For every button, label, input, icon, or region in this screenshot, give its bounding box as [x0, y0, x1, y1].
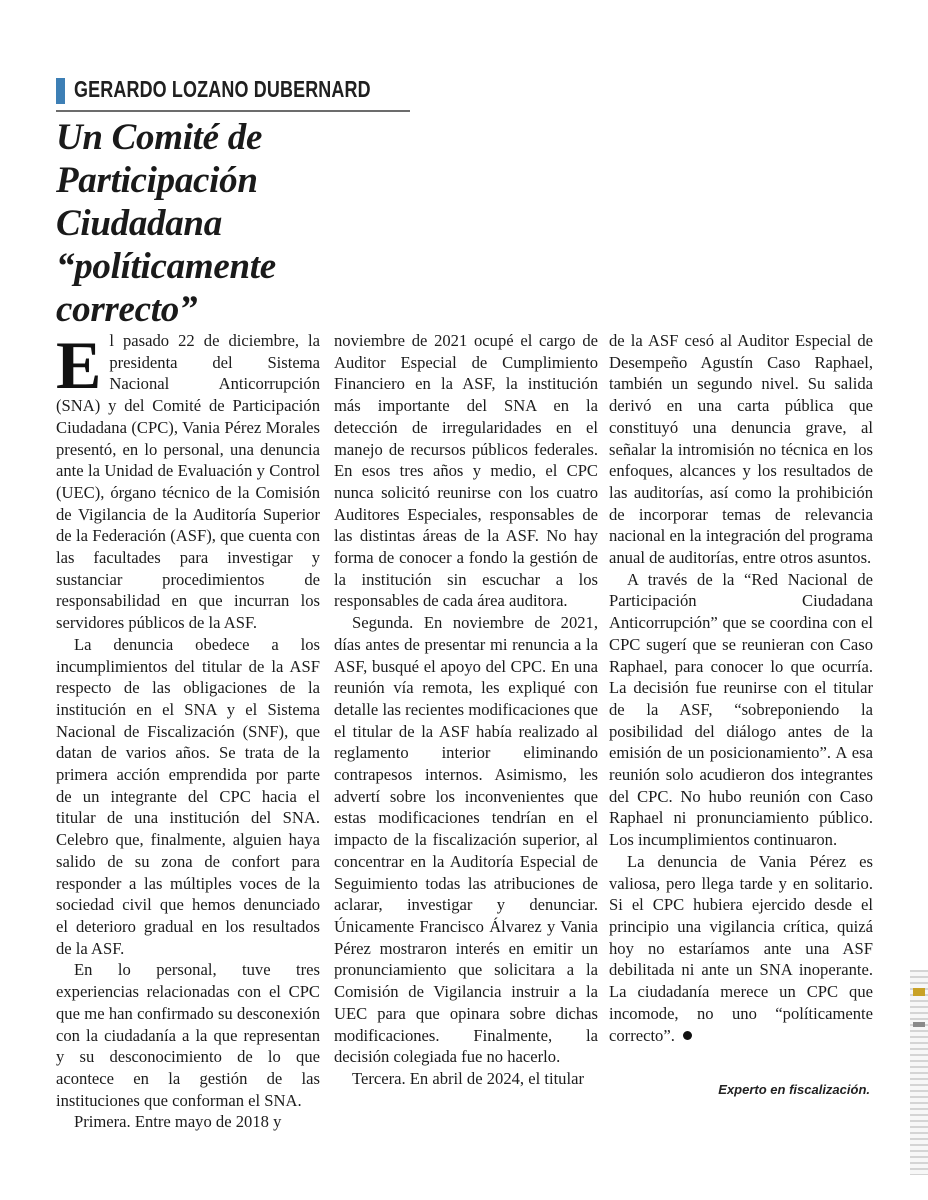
article-paragraph: Primera. Entre mayo de 2018 y [74, 1112, 282, 1132]
article-column-1 [56, 327, 320, 1133]
article-paragraph [609, 851, 873, 1046]
article-paragraph: A través de la “Red Nacional de Participación Ciudadana Anticorrupción” que se coordina con el CPC sugerí que se reunieran con Caso Raphael, para conocer lo que ocurría. La decisión fue reunirse con el titular de la ASF, “sobreponiendo la posibilidad del diálogo antes de la emisión de un posicionamiento”. A esa reunión solo acudieron dos integrantes del CPC. No hubo reunión con Caso Raphael ni pronunciamiento público. Los incumplimientos continuaron. [609, 569, 873, 850]
article-paragraph-continued: noviembre de 2021 ocupé el cargo de Auditor Especial de Cumplimiento Financiero en la ASF, la institución más importante del SNA en la detección de irregularidades en el manejo de recursos públicos federales. En esos tres años y medio, el CPC nunca solicitó reunirse con los cuatro Auditores Especiales, responsables de las distintas áreas de la ASF. No hay forma de conocer a fondo la gestión de la institución sin escuchar a los responsables de cada área auditora. [334, 331, 598, 611]
article-paragraph: En lo personal, tuve tres experiencias relacionadas con el CPC que me han confirmado su desconexión con la ciudadanía a la que representan y su desconocimiento de lo que acontece en la gestión de las instituciones que conforman el SNA. [56, 960, 320, 1110]
drop-cap: E [56, 327, 102, 403]
page-edge-tab [913, 988, 925, 996]
article-paragraph-continued: de la ASF cesó al Auditor Especial de Desempeño Agustín Caso Raphael, también un segundo nivel. Su salida derivó en una carta pública que constituyó una denuncia grave, al señalar la intromisión no técnica en los enfoques, alcances y los resultados de las auditorías, así como la prohibición de incorporar temas de relevancia nacional en la integración del programa anual de auditorías, entre otros asuntos. [609, 331, 873, 568]
article-paragraph [56, 327, 320, 634]
article-paragraph: Segunda. En noviembre de 2021, días antes de presentar mi renuncia a la ASF, busqué el apoyo del CPC. En una reunión vía remota, les expliqué con detalle las recientes modificaciones que el titular de la ASF había realizado al reglamento interior eliminando contrapesos internos. Asimismo, les advertí sobre los inconvenientes que estas modificaciones tendrían en el impacto de la fiscalización superior, al concentrar en la Auditoría Especial de Seguimiento todas las atribuciones de aclarar, investigar y denunciar. Únicamente Francisco Álvarez y Vania Pérez mostraron interés en emitir un pronunciamiento que solicitara a la Comisión de Vigilancia instruir a la UEC para que opinara sobre dichas modificaciones. Finalmente, la decisión colegiada fue no hacerlo. [334, 613, 598, 1067]
article-paragraph: Tercera. En abril de 2024, el titular [352, 1068, 584, 1088]
article-headline: Un Comité de Participación Ciudadana “políticamente correcto” [56, 117, 276, 330]
adjacent-page-edge [910, 970, 928, 1175]
paragraph-text: La denuncia de Vania Pérez es valiosa, pero llega tarde y en solitario. Si el CPC hubiera ejercido desde el principio una vigilancia crítica, quizá hoy no estaríamos ante una ASF debilitada ni ante un SNA inoperante. La ciudadanía merece un CPC que incomode, no uno “políticamente correcto”. [609, 851, 873, 1045]
article-column-2 [334, 330, 598, 1090]
author-header [56, 74, 410, 112]
article-column-3 [609, 330, 873, 1046]
author-accent-bar [56, 78, 65, 104]
page-edge-tab [913, 1022, 925, 1027]
article-paragraph: La denuncia obedece a los incumplimientos del titular de la ASF respecto de las obligaciones de la institución en el SNA y el Sistema Nacional de Fiscalización (SNF), que datan de varios años. Se trata de la primera acción emprendida por parte de un integrante del CPC hacia el titular de una institución del SNA. Celebro que, finalmente, alguien haya salido de su zona de confort para responder a las múltiples voces de la sociedad civil que hemos denunciado el deterioro gradual en los resultados de la ASF. [56, 634, 320, 958]
paragraph-text: l pasado 22 de diciembre, la presidenta del Sistema Nacional Anticorrupción (SNA) y del Comité de Participación Ciudadana (CPC), Vania Pérez Morales presentó, en lo personal, una denuncia ante la Unidad de Evaluación y Control (UEC), órgano técnico de la Comisión de Vigilancia de la Auditoría Superior de la Federación (ASF), que cuenta con las facultades para investigar y sustanciar procedimientos de responsabilidad en que incurran los servidores públicos de la ASF. [56, 331, 320, 633]
author-name: GERARDO LOZANO DUBERNARD [74, 76, 371, 102]
end-mark-icon [683, 1031, 692, 1040]
author-credential: Experto en fiscalización. [718, 1082, 870, 1097]
